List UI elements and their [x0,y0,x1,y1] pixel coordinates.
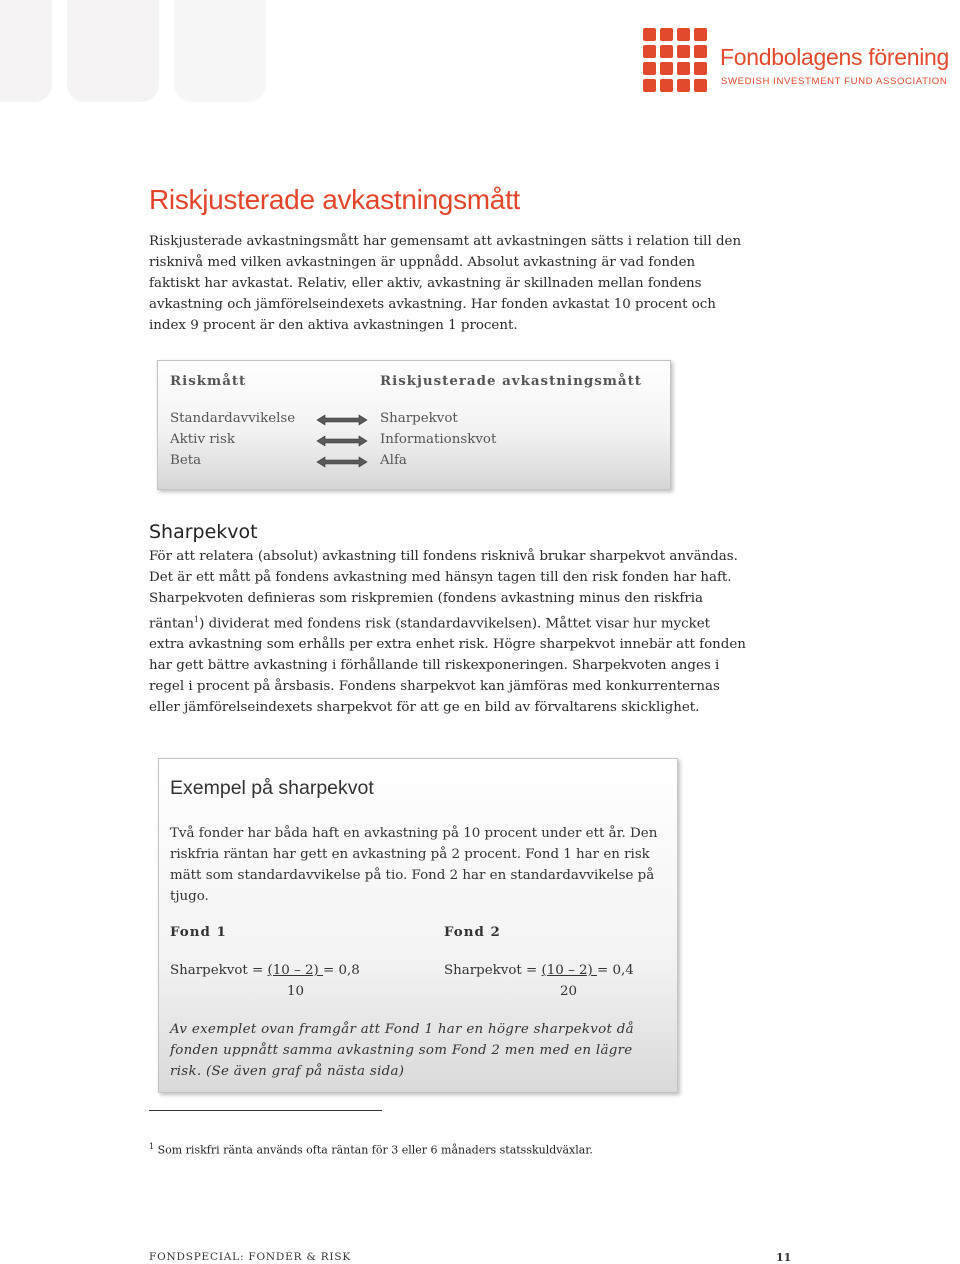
brand-name: Fondbolagens förening [720,44,949,70]
decorative-tile [67,0,159,102]
footnote-marker: 1 [194,615,200,624]
decorative-tile [0,0,52,102]
fund-2-label: Fond 2 [444,924,501,940]
risk-adjusted-item: Informationskvot [380,432,497,447]
double-arrow-icon [316,414,368,426]
double-arrow-icon [316,456,368,468]
risk-item: Standardavvikelse [170,411,296,426]
brand-logo-icon [643,28,707,92]
intro-paragraph: Riskjusterade avkastningsmått har gemensamt att avkastningen sätts i relation till den risknivå med vilken avkastningen är uppnådd. Absolut avkastning är vad fonden faktiskt har avkastat. Relativ, eller aktiv, avkastning är skillnaden mellan fondens avkastning och jämförelseindexets avkastning. Har fonden avkastat 10 procent och index 9 procent är den aktiva avkastningen 1 procent. [149,234,742,333]
page-number: 11 [776,1251,792,1264]
risk-adjusted-list [380,408,496,471]
risk-adjusted-header: Riskjusterade avkastningsmått [380,373,642,389]
risk-list [170,408,295,471]
risk-measures-box [157,360,671,490]
risk-item: Beta [170,453,202,468]
section-heading: Sharpekvot [149,521,258,543]
page-title: Riskjusterade avkastningsmått [149,184,521,215]
example-title: Exempel på sharpekvot [170,777,374,799]
fund-1-formula: Sharpekvot = (10 – 2) = 0,8 10 [170,960,360,981]
fund-2-formula: Sharpekvot = (10 – 2) = 0,4 20 [444,960,634,981]
risk-item: Aktiv risk [170,432,235,447]
sharpe-paragraph: För att relatera (absolut) avkastning till fondens risknivå brukar sharpekvot användas. Det är ett mått på fondens avkastning med hänsyn tagen till den risk fonden har haft. Sharpekvoten definieras som riskpremien (fondens avkastning minus den riskfria räntan$^1$) dividerat med fondens risk (standardavvikelsen). Måttet visar hur mycket extra avkastning som erhålls per extra enhet risk. Högre sharpekvot innebär att fonden har gett bättre avkastning i förhållande till riskexponeringen. Sharpekvoten anges i regel i procent på årsbasis. Fondens sharpekvot kan jämföras med konkurrenternas eller jämförelseindexets sharpekvot för att ge en bild av förvaltarens skicklighet. [149,549,746,716]
formula-denominator: 10 [287,984,305,999]
brand-subtitle: SWEDISH INVESTMENT FUND ASSOCIATION [721,76,948,87]
example-box [158,758,678,1093]
double-arrow-icon [316,435,368,447]
footer-label: FONDSPECIAL: FONDER & RISK [149,1251,352,1263]
risk-adjusted-item: Alfa [380,453,407,468]
example-conclusion: Av exemplet ovan framgår att Fond 1 har en högre sharpekvot då fonden uppnått samma avkastning som Fond 2 men med en lägre risk. (Se även graf på nästa sida) [170,1022,634,1079]
example-text: Två fonder har båda haft en avkastning på 10 procent under ett år. Den riskfria räntan har gett en avkastning på 2 procent. Fond 1 har en risk mätt som standardavvikelse på tio. Fond 2 har en standardavvikelse på tjugo. [170,826,658,904]
footnote: $^1$ Som riskfri ränta används ofta räntan för 3 eller 6 månaders statsskuldväxlar. [149,1142,593,1157]
risk-header: Riskmått [170,373,247,389]
risk-adjusted-item: Sharpekvot [380,411,458,426]
decorative-tile [174,0,266,102]
footnote-divider [149,1110,382,1111]
fund-1-label: Fond 1 [170,924,227,940]
formula-denominator: 20 [560,984,578,999]
